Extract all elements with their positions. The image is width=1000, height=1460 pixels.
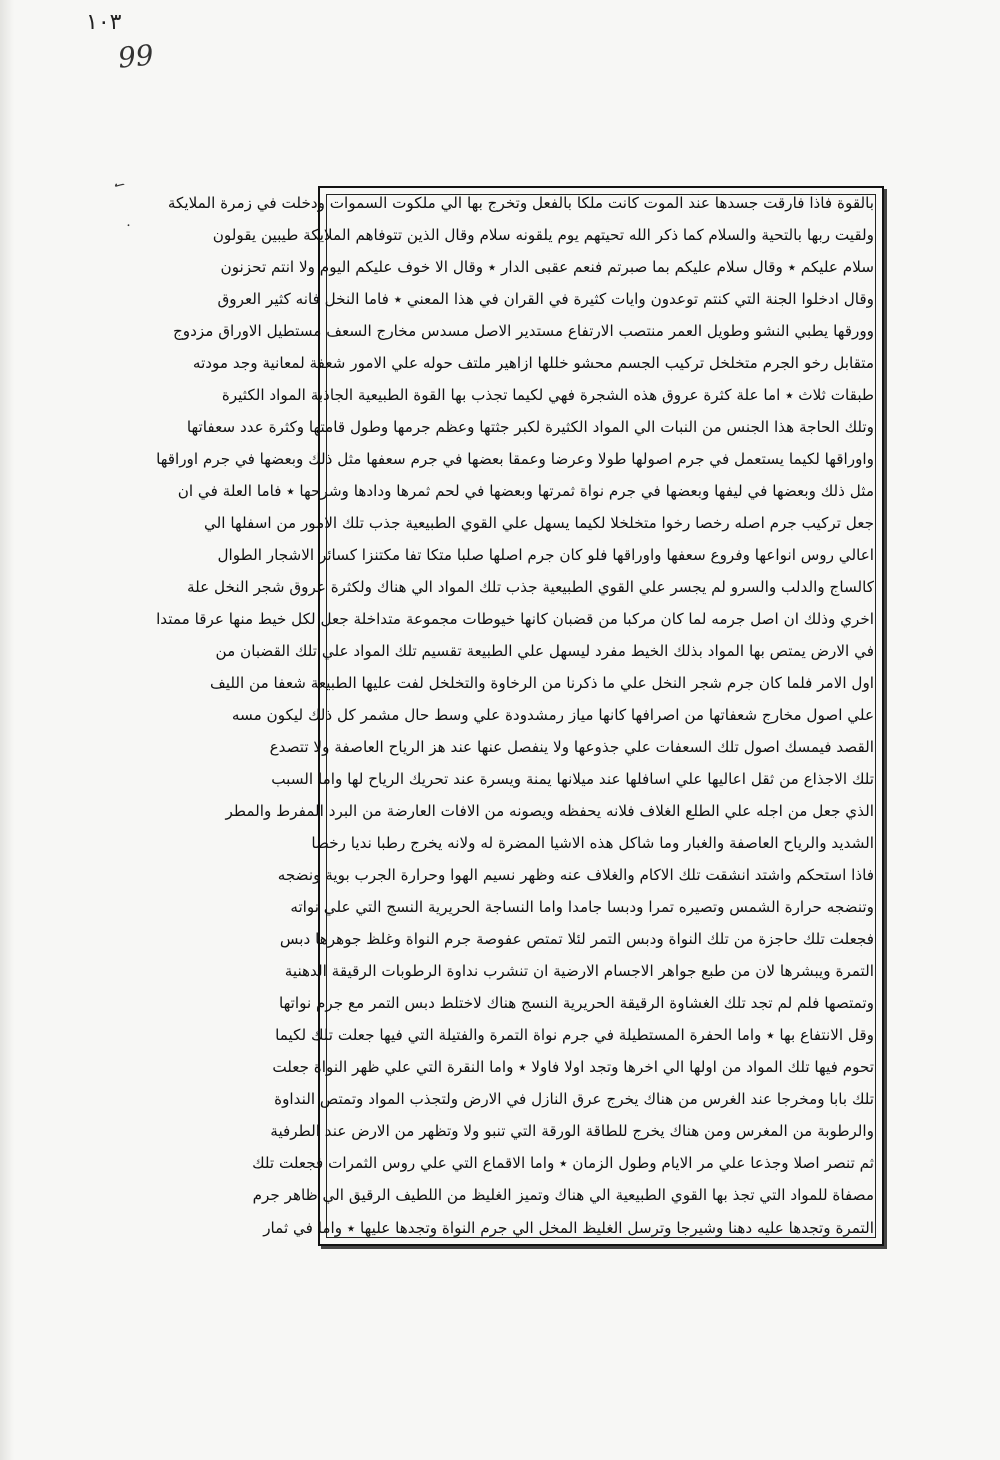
text-line: التمرة ويبشرها لان من طبع جواهر الاجسام الارضية ان تنشرب نداوة الرطوبات الرقيقة الدهنية [284, 962, 874, 981]
text-line: الذي جعل من اجله علي الطلع الغلاف فلانه يحفظه ويصونه من الافات العارضة من البرد المفرط والمطر [225, 802, 874, 821]
text-line: في الارض يمتص بها المواد بذلك الخيط مفرد ليسهل علي الطبيعة تقسيم تلك المواد علي تلك القضبان من [215, 642, 874, 661]
text-line: واوراقها لكيما يستعمل في جرم اصولها طولا وعرضا وعمقا بعضها في جرم سعفها مثل ذلك وبعضها في جرم اوراقها [156, 450, 874, 469]
text-line: بالقوة فاذا فارقت جسدها عند الموت كانت ملكا بالفعل وتخرج بها الي ملكوت السموات ودخلت في زمرة الملايكة [167, 194, 874, 212]
text-line: تلك بابا ومخرجا عند الغرس من هناك يخرج عرق النازل في الارض ولتجذب المواد وتمتص النداوة [274, 1090, 874, 1109]
text-line: الشديد والرياح العاصفة والغبار وما شاكل هذه الاشيا المضرة له ولانه يخرج رطبا نديا رخصا [311, 834, 874, 853]
text-line: متقابل رخو الجرم متخلخل تركيب الجسم محشو خللها ازاهير ملتف حوله علي الامور شعفة لمعانية وجد مودته [192, 354, 874, 373]
text-line: وقال ادخلوا الجنة التي كنتم توعدون وايات كثيرة في القران في هذا المعني ٭ فاما النخل فانه كثير العروق [217, 290, 874, 309]
text-line: وتلك الحاجة هذا الجنس من النبات الي المواد الكثيرة لكبر جثتها وعظم جرمها وطول قامتها وكثرة عدد سعفاتها [186, 418, 874, 437]
main-text-block [156, 194, 874, 1237]
text-line: اول الامر فلما كان جرم شجر النخل علي ما ذكرنا من الرخاوة والتخلخل لفت عليها الطبيعة شعفا من الليف [210, 674, 874, 693]
text-line: ثم تنصر اصلا وجذعا علي مر الايام وطول الزمان ٭ واما الاقماع التي علي روس الثمرات فجعلت تلك [252, 1154, 874, 1173]
text-line: تحوم فيها تلك المواد من اولها الي اخرها وتجد اولا فاولا ٭ واما النقرة التي علي ظهر النواة جعلت [272, 1058, 874, 1077]
text-line: سلام عليكم ٭ وقال سلام عليكم بما صبرتم فنعم عقبى الدار ٭ وقال الا خوف عليكم اليوم ولا انتم تحزنون [220, 258, 874, 277]
text-line: وتمتصها فلم لم تجد تلك الغشاوة الرقيقة الحريرية النسج هناك لاختلط دبس التمر مع جرم نواتها [279, 994, 874, 1013]
text-line: فجعلت تلك حاجزة من تلك النواة ودبس التمر لئلا تمتص عفوصة جرم النواة وغلظ جوهرها دبس [279, 930, 874, 949]
text-line: التمرة وتجدها عليه دهنا وشيرجا وترسل الغليظ المخل الي جرم النواة وتجدها عليها ٭ واما في ثمار [263, 1218, 874, 1237]
text-line: والرطوبة من المغرس ومن هناك يخرج للطاقة الورقة التي تنبو ولا وتظهر من الارض عند الطرفية [270, 1122, 874, 1141]
text-line: كالساج والدلب والسرو لم يجسر علي القوي الطبيعية جذب تلك المواد الي هناك ولكثرة عروق شجر النخل علة [186, 578, 874, 597]
text-line: مصفاة للمواد التي تجذ بها القوي الطبيعية الي هناك وتميز الغليظ من اللطيف الرقيق الي ظاهر جرم [252, 1186, 874, 1205]
text-line: فاذا استحكم واشتد انشقت تلك الاكام والغلاف عنه وظهر نسيم الهوا وحرارة الجرب بوية ونضجه [277, 866, 874, 885]
text-line: علي اصول مخارج شعفاتها من اصرافها كانها مياز رمشدودة علي وسط حال مشمر كل ذلك ليكون مسه [231, 706, 874, 725]
text-line: تلك الاجذاع من ثقل اعاليها علي اسافلها عند ميلانها يمنة ويسرة عند تحريك الرياح لها واما السبب [271, 770, 874, 789]
folio-handwritten-number: 99 [116, 38, 156, 75]
text-line: وتنضجه حرارة الشمس وتصيره تمرا ودبسا جامدا واما النساجة الحريرية النسج التي علي نواته [290, 898, 874, 917]
text-line: اخري وذلك ان اصل جرمه لما كان مركبا من قضبان كانها خيوطات مجموعة متداخلة جعل لكل خيط منها عرقا ممتدا [156, 610, 874, 629]
text-line: طبقات ثلاث ٭ اما علة كثرة عروق هذه الشجرة فهي لكيما تجذب بها القوة الطبيعية الجاذبة المواد الكثيرة [221, 386, 874, 405]
text-line: جعل تركيب جرم اصله رخصا رخوا متخلخلا لكيما يسهل علي القوي الطبيعية جذب تلك الامور من اسفلها الي [203, 514, 874, 533]
text-line: ولقيت ربها بالتحية والسلام كما ذكر الله تحيتهم يوم يلقونه سلام وقال الذين تتوفاهم الملايكة طيبين يقولون [212, 226, 874, 245]
ink-mark: · [123, 217, 134, 235]
text-line: مثل ذلك وبعضها في ليفها وبعضها في جرم نواة ثمرتها وبعضها في لحم ثمرها ودادها وشرحها ٭ فاما العلة في ان [177, 482, 874, 501]
text-line: القصد فيمسك اصول تلك السعفات علي جذوعها ولا ينفصل عنها عند هز الرياح العاصفة ولا تتصدع [269, 738, 874, 757]
ink-mark: ✓ [109, 176, 129, 196]
text-line: وقل الانتفاع بها ٭ واما الحفرة المستطيلة في جرم نواة التمرة والفتيلة التي فيها جعلت تلك لكيما [275, 1026, 874, 1045]
text-line: وورقها يطبي النشو وطويل العمر منتصب الارتفاع مستدير الاصل مسدس مخارج السعف مستطيل الاوراق مزدوج [172, 322, 874, 341]
folio-printed-number: ١٠٣ [86, 10, 122, 35]
page-edge-shadow [0, 0, 14, 1460]
text-line: اعالي روس انواعها وفروع سعفها واوراقها فلو كان جرم اصلها صلبا متكا تفا مكتنزا كسائر الاشجار الطوال [217, 546, 874, 565]
